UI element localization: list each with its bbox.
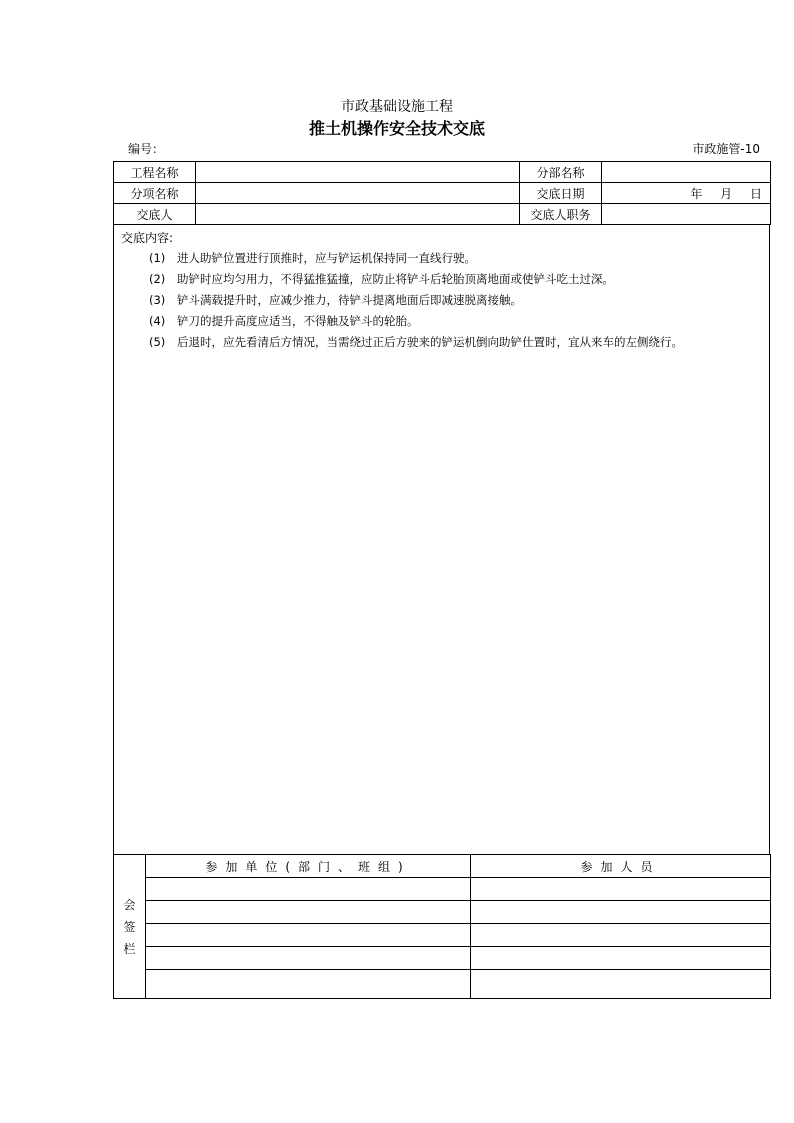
list-item [149, 290, 764, 311]
info-row-subitem [114, 183, 771, 204]
briefing-date-field[interactable]: 年 月 日 [602, 183, 771, 204]
list-item [149, 332, 764, 353]
presenter-title-label: 交底人职务 [520, 204, 602, 225]
person-cell[interactable] [471, 924, 771, 947]
person-cell[interactable] [471, 970, 771, 999]
info-row-project [114, 162, 771, 183]
participating-personnel-header: 参加人员 [471, 855, 771, 878]
list-item [149, 311, 764, 332]
signoff-header-row [114, 855, 771, 878]
signoff-table [113, 854, 771, 999]
person-cell[interactable] [471, 901, 771, 924]
person-cell[interactable] [471, 947, 771, 970]
info-table [113, 161, 771, 225]
item-text: 铲刀的提升高度应适当，不得触及铲斗的轮胎。 [177, 314, 419, 328]
side-char: 栏 [123, 941, 136, 956]
table-row [114, 901, 771, 924]
briefing-content-box [113, 225, 770, 855]
subitem-name-field[interactable] [196, 183, 520, 204]
item-number: (1) [149, 251, 166, 265]
table-row [114, 878, 771, 901]
unit-cell[interactable] [146, 947, 471, 970]
list-item [149, 269, 764, 290]
item-number: (2) [149, 272, 166, 286]
item-text: 铲斗满载提升时，应减少推力，待铲斗提离地面后即减速脱离接触。 [177, 293, 522, 307]
document-number-label: 编号： [128, 142, 165, 156]
person-cell[interactable] [471, 878, 771, 901]
division-name-label: 分部名称 [520, 162, 602, 183]
participating-unit-header: 参加单位(部门、班组) [146, 855, 471, 878]
item-number: (5) [149, 335, 166, 349]
briefing-items-list [149, 248, 764, 353]
table-row [114, 947, 771, 970]
division-name-field[interactable] [602, 162, 771, 183]
table-row [114, 924, 771, 947]
table-row [114, 970, 771, 999]
unit-cell[interactable] [146, 970, 471, 999]
briefing-content-label: 交底内容: [121, 231, 174, 245]
item-text: 进人助铲位置进行顶推时，应与铲运机保持同一直线行驶。 [177, 251, 476, 265]
item-number: (3) [149, 293, 166, 307]
item-text: 后退时，应先看清后方情况，当需绕过正后方驶来的铲运机倒向助铲仕置时，宜从来车的左侧绕行。 [177, 335, 683, 349]
list-item [149, 248, 764, 269]
form-code: 市政施管-10 [692, 142, 760, 156]
document-title: 推土机操作安全技术交底 [308, 119, 485, 138]
briefing-date-label: 交底日期 [520, 183, 602, 204]
item-text: 助铲时应均匀用力，不得猛推猛撞，应防止将铲斗后轮胎顶离地面或使铲斗吃土过深。 [177, 272, 614, 286]
subitem-name-label: 分项名称 [114, 183, 196, 204]
item-number: (4) [149, 314, 166, 328]
side-char: 会 [123, 897, 136, 912]
presenter-label: 交底人 [114, 204, 196, 225]
unit-cell[interactable] [146, 878, 471, 901]
unit-cell[interactable] [146, 901, 471, 924]
document-subtitle: 市政基础设施工程 [341, 99, 453, 115]
signoff-side-label [114, 855, 146, 999]
presenter-field[interactable] [196, 204, 520, 225]
project-name-label: 工程名称 [114, 162, 196, 183]
side-char: 签 [123, 919, 136, 934]
presenter-title-field[interactable] [602, 204, 771, 225]
project-name-field[interactable] [196, 162, 520, 183]
info-row-presenter [114, 204, 771, 225]
unit-cell[interactable] [146, 924, 471, 947]
